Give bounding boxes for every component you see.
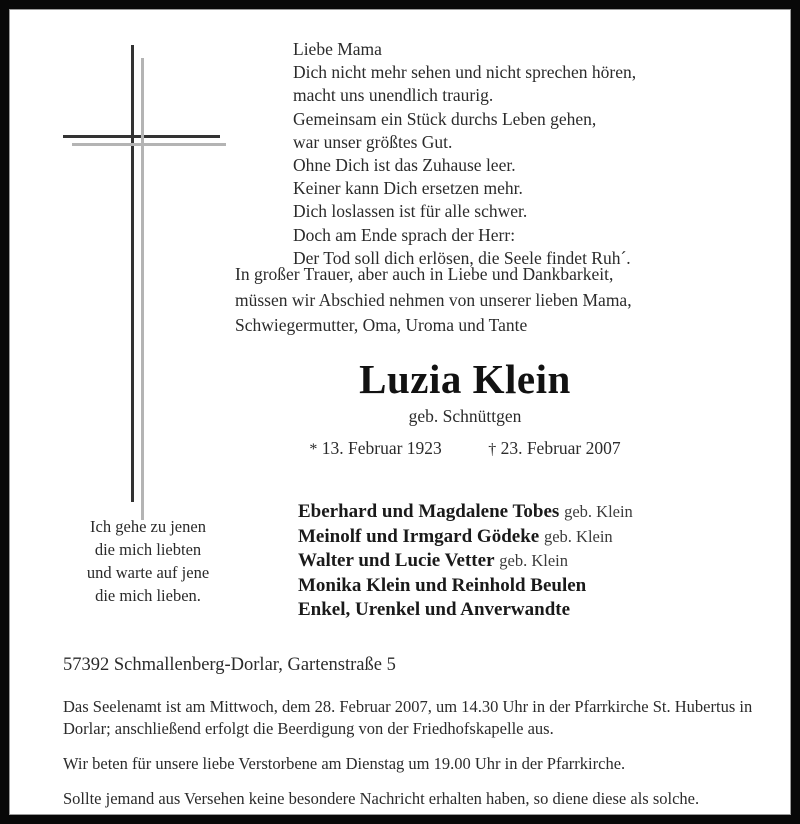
mourning-line: Schwiegermutter, Oma, Uroma und Tante <box>235 315 528 335</box>
detail-paragraph: Sollte jemand aus Versehen keine besondere Nachricht erhalten haben, so diene diese als solche. <box>63 789 700 808</box>
detail-paragraph: Das Seelenamt ist am Mittwoch, dem 28. Februar 2007, um 14.30 Uhr in der Pfarrkirche St. Hubertus in Dorlar; anschließend erfolgt die Beerdigung von der Friedhofskapelle aus. <box>63 697 753 738</box>
survivors-list <box>298 500 718 623</box>
cross-vertical-dark <box>131 45 134 502</box>
list-item <box>298 598 718 623</box>
birth-date-group <box>309 438 446 458</box>
maiden-name: geb. Schnüttgen <box>408 406 522 426</box>
cross-caption-line: die mich liebten <box>94 540 202 559</box>
poem-line: Liebe Mama <box>293 39 382 59</box>
mourning-line: müssen wir Abschied nehmen von unserer lieben Mama, <box>235 289 632 310</box>
address-line: 57392 Schmallenberg-Dorlar, Gartenstraße 5 <box>63 655 396 675</box>
survivor-names: Eberhard und Magdalene Tobes <box>298 501 560 522</box>
poem-line: macht uns unendlich traurig. <box>293 85 494 106</box>
death-cross-icon: † <box>488 441 497 458</box>
survivor-names: Meinolf und Irmgard Gödeke <box>298 525 540 547</box>
poem-line: Der Tod soll dich erlösen, die Seele findet Ruh´. <box>293 247 631 268</box>
poem-line: war unser größtes Gut. <box>293 131 453 152</box>
cross-vertical-light <box>141 58 144 520</box>
detail-paragraph: Wir beten für unsere liebe Verstorbene am Dienstag um 19.00 Uhr in der Pfarrkirche. <box>63 754 626 773</box>
cross-caption-line: die mich lieben. <box>95 586 201 605</box>
survivor-maiden-suffix: geb. Klein <box>499 551 568 571</box>
list-item <box>298 525 718 550</box>
poem-line: Doch am Ende sprach der Herr: <box>293 224 516 245</box>
birth-date: 13. Februar 1923 <box>321 438 442 458</box>
cross-caption-line: Ich gehe zu jenen <box>90 517 206 536</box>
deceased-name-block <box>230 355 700 459</box>
service-details <box>63 696 763 810</box>
list-item <box>298 500 718 525</box>
survivor-maiden-suffix: geb. Klein <box>543 526 613 546</box>
survivor-maiden-suffix: geb. Klein <box>564 502 633 521</box>
cross-horizontal-light <box>72 143 226 146</box>
mourning-statement <box>235 262 695 339</box>
list-item <box>298 549 718 574</box>
poem-line: Gemeinsam ein Stück durchs Leben gehen, <box>293 108 597 129</box>
survivor-names: Enkel, Urenkel und Anverwandte <box>298 599 571 621</box>
birth-star-icon: * <box>309 441 318 458</box>
survivor-names: Monika Klein und Reinhold Beulen <box>298 574 587 596</box>
poem-line: Dich nicht mehr sehen und nicht sprechen hören, <box>293 62 637 83</box>
poem-line: Ohne Dich ist das Zuhause leer. <box>293 155 516 176</box>
survivor-names: Walter und Lucie Vetter <box>298 550 495 572</box>
cross-caption-line: und warte auf jene <box>86 563 210 582</box>
notice-sheet <box>10 10 790 814</box>
life-dates <box>230 438 700 459</box>
death-date: 23. Februar 2007 <box>500 438 621 458</box>
mourning-line: In großer Trauer, aber auch in Liebe und Dankbarkeit, <box>235 264 614 284</box>
page-title: Luzia Klein <box>359 356 571 402</box>
poem-line: Dich loslassen ist für alle schwer. <box>293 201 528 222</box>
poem-line: Keiner kann Dich ersetzen mehr. <box>293 178 523 199</box>
death-date-group <box>488 438 620 458</box>
cross-caption <box>38 515 258 607</box>
list-item <box>298 574 718 599</box>
memorial-poem <box>293 38 723 270</box>
